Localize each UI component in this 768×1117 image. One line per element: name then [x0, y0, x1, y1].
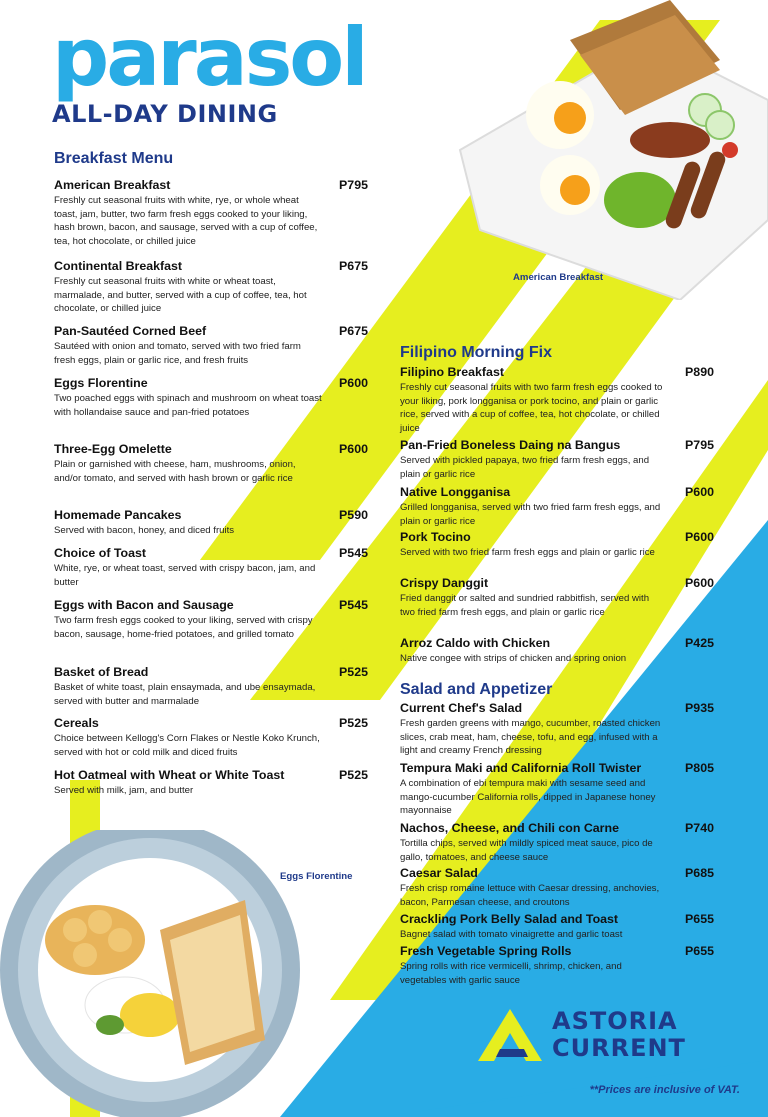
item-price: P675: [339, 259, 368, 273]
menu-item: [400, 912, 714, 942]
item-name: Pan-Sautéed Corned Beef: [54, 324, 207, 338]
item-description: Freshly cut seasonal fruits with two farm fresh eggs cooked to your liking, pork longganisa or pork tocino, and plain or garlic rice, served with a cup of coffee, tea, hot chocolate, or chilled juice: [400, 382, 663, 434]
menu-item: [400, 576, 714, 619]
item-name: Homemade Pancakes: [54, 508, 182, 522]
item-price: P425: [685, 636, 714, 650]
item-description: Freshly cut seasonal fruits with white, rye, or whole wheat toast, jam, butter, two farm fresh eggs cooked to your liking, hash brown, bacon, and sausage, served with a cup of coffee, tea, hot chocolate, or chilled juice: [54, 195, 318, 247]
item-description: Served with milk, jam, and butter: [54, 785, 194, 796]
item-name: Pork Tocino: [400, 530, 471, 544]
item-price: P600: [339, 376, 368, 390]
item-description: Native congee with strips of chicken and spring onion: [400, 653, 627, 664]
menu-item: [54, 598, 368, 641]
item-price: P655: [685, 944, 714, 958]
breakfast-menu-title: Breakfast Menu: [54, 150, 174, 167]
menu-item: [400, 438, 714, 481]
item-description: Fresh garden greens with mango, cucumber, roasted chicken slices, crab meat, ham, cheese, tofu, and egg, infused with a light and creamy French dressing: [400, 718, 661, 757]
menu-item: [54, 259, 368, 316]
item-name: American Breakfast: [54, 178, 171, 192]
caption-eggs-florentine: Eggs Florentine: [280, 871, 353, 882]
item-description: Tortilla chips, served with mildly spiced meat sauce, pico de gallo, tomatoes, and cheese sauce: [400, 838, 653, 863]
logo-line-astoria: ASTORIA: [552, 1007, 678, 1035]
item-description: Plain or garnished with cheese, ham, mushrooms, onion, and/or tomato, and served with hash brown or garlic rice: [54, 459, 296, 484]
menu-item: [54, 546, 368, 589]
menu-item: [54, 442, 368, 485]
item-name: Native Longganisa: [400, 485, 511, 499]
item-name: Tempura Maki and California Roll Twister: [400, 761, 642, 775]
menu-item: [400, 761, 714, 818]
vat-note: **Prices are inclusive of VAT.: [589, 1084, 740, 1096]
item-price: P545: [339, 546, 368, 560]
american-breakfast-photo: [420, 0, 768, 300]
item-name: Choice of Toast: [54, 546, 147, 560]
item-price: P805: [685, 761, 714, 775]
menu-item: [54, 376, 368, 419]
menu-item: [400, 866, 714, 909]
menu-item: [54, 324, 368, 367]
item-description: Fried danggit or salted and sundried rabbitfish, served with two fried farm fresh eggs, and plain or garlic rice: [400, 593, 650, 618]
menu-item: [54, 508, 368, 538]
item-description: Basket of white toast, plain ensaymada, and ube ensaymada, served with butter and marmalade: [54, 682, 316, 707]
item-description: Spring rolls with rice vermicelli, shrimp, chicken, and vegetables with garlic sauce: [400, 961, 622, 986]
item-price: P795: [685, 438, 714, 452]
item-name: Caesar Salad: [400, 866, 478, 880]
item-name: Filipino Breakfast: [400, 365, 504, 379]
item-price: P600: [339, 442, 368, 456]
item-price: P685: [685, 866, 714, 880]
item-price: P525: [339, 665, 368, 679]
item-name: Continental Breakfast: [54, 259, 183, 273]
item-price: P525: [339, 716, 368, 730]
brand-name: parasol: [52, 11, 366, 104]
item-description: Fresh crisp romaine lettuce with Caesar dressing, anchovies, bacon, Parmesan cheese, and croutons: [400, 883, 660, 908]
item-name: Fresh Vegetable Spring Rolls: [400, 944, 572, 958]
brand-header: [52, 11, 366, 128]
logo-line-current: CURRENT: [552, 1034, 686, 1062]
item-description: Sautéed with onion and tomato, served with two fried farm fresh eggs, plain or garlic rice, and fresh fruits: [54, 341, 301, 366]
salad-appetizer-title: Salad and Appetizer: [400, 681, 553, 698]
menu-item: [54, 768, 368, 798]
menu-item: [54, 665, 368, 708]
menu-item: [400, 701, 714, 758]
item-description: Served with two fried farm fresh eggs and plain or garlic rice: [400, 547, 655, 558]
item-price: P935: [685, 701, 714, 715]
item-name: Cereals: [54, 716, 99, 730]
item-description: Served with pickled papaya, two fried farm fresh eggs, and plain or garlic rice: [400, 455, 650, 480]
item-description: A combination of ebi tempura maki with sesame seed and mango-cucumber California rolls, dipped in Japanese honey mayonnaise: [400, 778, 656, 817]
item-name: Arroz Caldo with Chicken: [400, 636, 551, 650]
eggs-florentine-photo: [0, 830, 310, 1117]
menu-item: [400, 365, 714, 435]
menu-item: [400, 944, 714, 987]
menu-item: [54, 178, 368, 248]
item-description: Grilled longganisa, served with two fried farm fresh eggs, and plain or garlic rice: [400, 502, 661, 527]
item-name: Three-Egg Omelette: [54, 442, 172, 456]
item-name: Current Chef's Salad: [400, 701, 523, 715]
item-name: Hot Oatmeal with Wheat or White Toast: [54, 768, 285, 782]
brand-subtitle: ALL-DAY DINING: [52, 100, 278, 128]
item-name: Crispy Danggit: [400, 576, 489, 590]
item-price: P600: [685, 530, 714, 544]
logo-text: [552, 1008, 686, 1062]
item-price: P545: [339, 598, 368, 612]
item-price: P655: [685, 912, 714, 926]
menu-item: [400, 821, 714, 864]
filipino-morning-fix-title: Filipino Morning Fix: [400, 344, 552, 361]
menu-item: [400, 485, 714, 528]
item-price: P600: [685, 576, 714, 590]
menu-item: [400, 530, 714, 560]
menu-item: [400, 636, 714, 666]
logo-mark-icon: [478, 1009, 542, 1061]
item-price: P740: [685, 821, 714, 835]
item-name: Nachos, Cheese, and Chili con Carne: [400, 821, 619, 835]
item-price: P795: [339, 178, 368, 192]
item-description: Two poached eggs with spinach and mushroom on wheat toast with hollandaise sauce and pan-fried potatoes: [54, 393, 322, 418]
item-price: P590: [339, 508, 368, 522]
item-price: P890: [685, 365, 714, 379]
item-name: Pan-Fried Boneless Daing na Bangus: [400, 438, 621, 452]
item-price: P525: [339, 768, 368, 782]
item-name: Eggs with Bacon and Sausage: [54, 598, 234, 612]
item-description: Two farm fresh eggs cooked to your liking, served with crispy bacon, sausage, home-fried potatoes, and grilled tomato: [54, 615, 313, 640]
item-description: Served with bacon, honey, and diced fruits: [54, 525, 235, 536]
item-description: Freshly cut seasonal fruits with white or wheat toast, marmalade, and butter, served with a cup of coffee, tea, hot chocolate, or chilled juice: [54, 276, 307, 315]
item-name: Eggs Florentine: [54, 376, 148, 390]
item-price: P600: [685, 485, 714, 499]
item-description: Choice between Kellogg's Corn Flakes or Nestle Koko Krunch, served with hot or cold milk and diced fruits: [54, 733, 320, 758]
astoria-current-logo: [478, 1008, 686, 1062]
caption-american-breakfast: American Breakfast: [513, 272, 604, 283]
item-description: Bagnet salad with tomato vinaigrette and garlic toast: [400, 929, 623, 940]
item-name: Crackling Pork Belly Salad and Toast: [400, 912, 619, 926]
item-description: White, rye, or wheat toast, served with crispy bacon, jam, and butter: [54, 563, 316, 588]
item-name: Basket of Bread: [54, 665, 149, 679]
menu-item: [54, 716, 368, 759]
item-price: P675: [339, 324, 368, 338]
